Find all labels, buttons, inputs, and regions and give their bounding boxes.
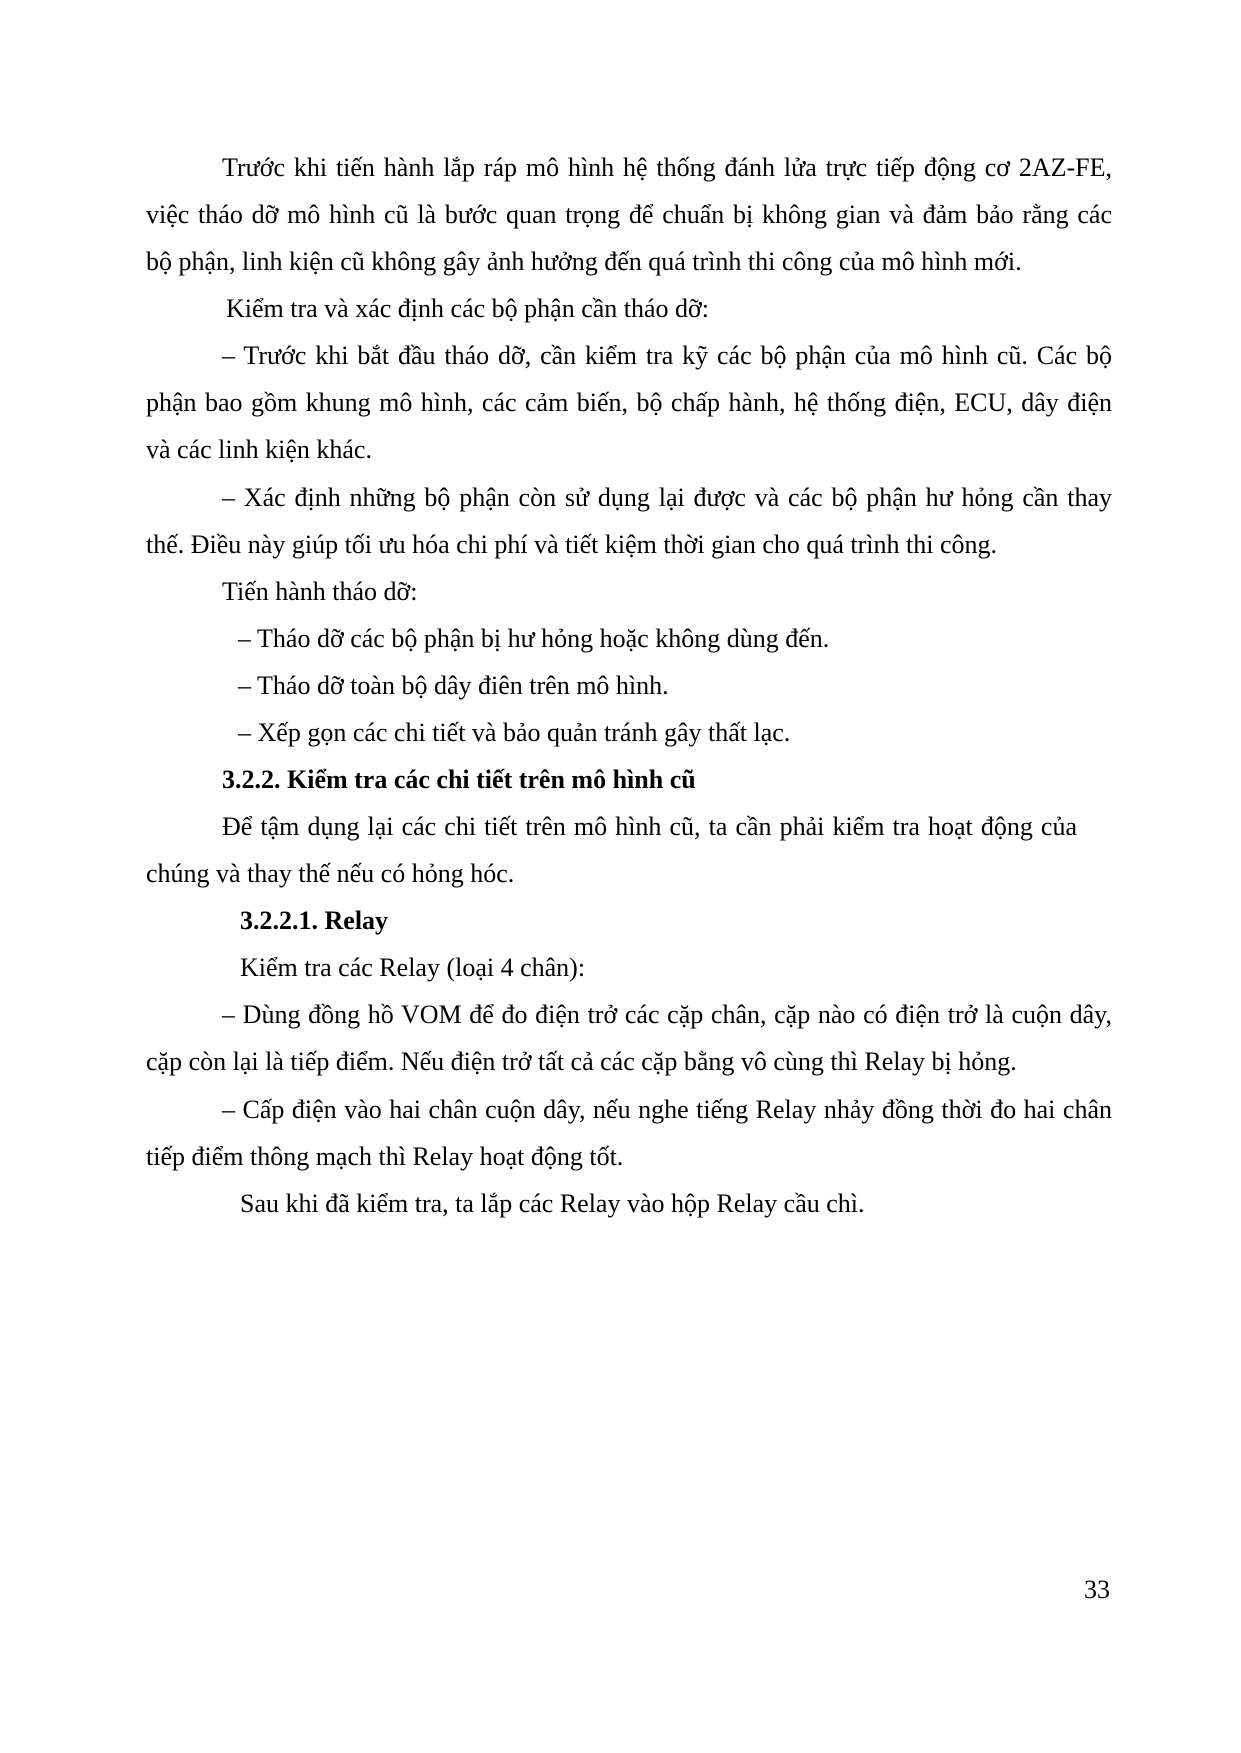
bullet-check-line-2: phận bao gồm khung mô hình, các cảm biến, bộ chấp hành, hệ thống điện, ECU, dây điện <box>146 388 1112 417</box>
bullet-power-line-1: – Cấp điện vào hai chân cuộn dây, nếu nghe tiếng Relay nhảy đồng thời đo hai chân <box>222 1095 1112 1124</box>
paragraph-reuse-line-2: chúng và thay thế nếu có hỏng hóc. <box>146 859 515 888</box>
bullet-identify-line-1: – Xác định những bộ phận còn sử dụng lại được và các bộ phận hư hỏng cần thay <box>222 483 1112 512</box>
bullet-power-line-2: tiếp điểm thông mạch thì Relay hoạt động tốt. <box>146 1142 624 1171</box>
section-heading-3-2-2-1-relay: 3.2.2.1. Relay <box>240 906 389 935</box>
section-heading-3-2-2: 3.2.2. Kiểm tra các chi tiết trên mô hình cũ <box>222 765 696 794</box>
bullet-check-line-1: – Trước khi bắt đầu tháo dỡ, cần kiểm tra kỹ các bộ phận của mô hình cũ. Các bộ <box>222 341 1112 370</box>
bullet-vom-line-2: cặp còn lại là tiếp điểm. Nếu điện trở tất cả các cặp bằng vô cùng thì Relay bị hỏng. <box>146 1047 1017 1076</box>
bullet-disassembly-2: – Tháo dỡ toàn bộ dây điên trên mô hình. <box>238 671 669 700</box>
bullet-vom-line-1: – Dùng đồng hồ VOM để đo điện trở các cặp chân, cặp nào có điện trở là cuộn dây, <box>222 1000 1112 1029</box>
paragraph-intro-line-3: bộ phận, linh kiện cũ không gây ảnh hưởng đến quá trình thi công của mô hình mới. <box>146 247 1022 276</box>
paragraph-intro-line-1: Trước khi tiến hành lắp ráp mô hình hệ thống đánh lửa trực tiếp động cơ 2AZ-FE, <box>222 153 1112 182</box>
paragraph-install-relay: Sau khi đã kiểm tra, ta lắp các Relay vào hộp Relay cầu chì. <box>240 1189 865 1218</box>
bullet-identify-line-2: thế. Điều này giúp tối ưu hóa chi phí và tiết kiệm thời gian cho quá trình thi công. <box>146 530 998 559</box>
subheading-disassembly: Tiến hành tháo dỡ: <box>222 577 418 606</box>
bullet-disassembly-3: – Xếp gọn các chi tiết và bảo quản tránh gây thất lạc. <box>238 718 791 747</box>
page-number: 33 <box>1084 1575 1110 1604</box>
bullet-disassembly-1: – Tháo dỡ các bộ phận bị hư hỏng hoặc không dùng đến. <box>238 624 830 653</box>
subheading-relay-check: Kiểm tra các Relay (loại 4 chân): <box>240 953 586 982</box>
paragraph-intro-line-2: việc tháo dỡ mô hình cũ là bước quan trọng để chuẩn bị không gian và đảm bảo rằng các <box>146 200 1112 229</box>
paragraph-reuse-line-1: Để tậm dụng lại các chi tiết trên mô hình cũ, ta cần phải kiểm tra hoạt động của <box>222 812 1077 841</box>
subheading-check-parts: Kiểm tra và xác định các bộ phận cần tháo dỡ: <box>226 294 710 323</box>
bullet-check-line-3: và các linh kiện khác. <box>146 435 372 464</box>
